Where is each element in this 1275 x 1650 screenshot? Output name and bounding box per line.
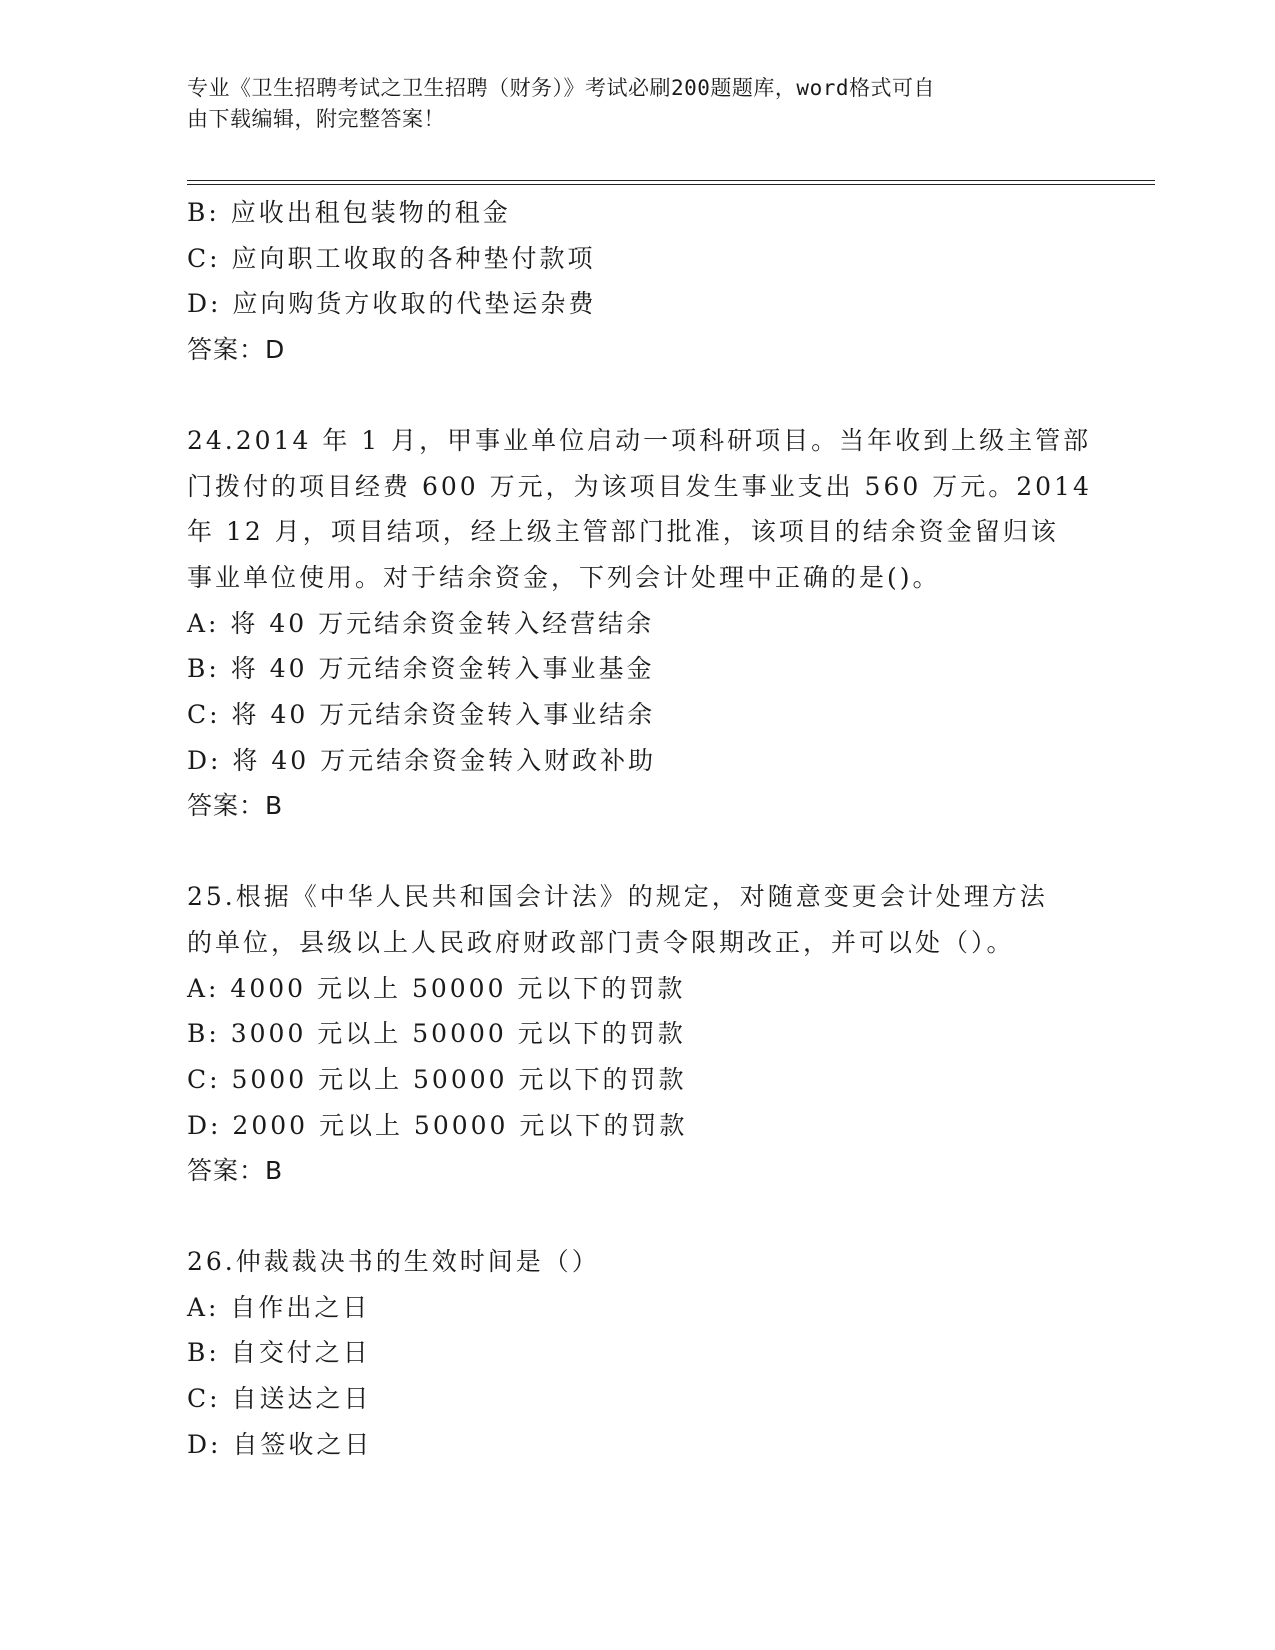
option-a: A: 4000 元以上 50000 元以下的罚款 [187, 973, 686, 1003]
question-block-26 [187, 1239, 1087, 1468]
option-c: C: 自送达之日 [187, 1384, 372, 1414]
option-d: D: 2000 元以上 50000 元以下的罚款 [187, 1110, 688, 1140]
answer-line: 答案：D [187, 335, 286, 365]
spacer [187, 829, 1087, 874]
option-c: C: 将 40 万元结余资金转入事业结余 [187, 700, 656, 730]
question-text-line: 26.仲裁裁决书的生效时间是（） [187, 1247, 600, 1277]
question-text-line: 年 12 月，项目结项，经上级主管部门批准，该项目的结余资金留归该 [187, 517, 1059, 547]
option-b: B: 应收出租包装物的租金 [187, 198, 511, 227]
option-b: B: 将 40 万元结余资金转入事业基金 [187, 654, 655, 684]
question-block-25 [187, 874, 1087, 1194]
question-text-line: 25.根据《中华人民共和国会计法》的规定，对随意变更会计处理方法 [187, 882, 1048, 912]
document-header [187, 73, 1067, 135]
question-text-line: 24.2014 年 1 月，甲事业单位启动一项科研项目。当年收到上级主管部 [187, 425, 1092, 455]
question-block-24 [187, 418, 1092, 829]
question-text-line: 的单位，县级以上人民政府财政部门责令限期改正，并可以处（）。 [187, 927, 1015, 957]
option-b: B: 3000 元以上 50000 元以下的罚款 [187, 1019, 686, 1049]
answer-line: 答案：B [187, 1156, 284, 1186]
header-title-line-1: 专业《卫生招聘考试之卫生招聘（财务）》考试必刷200题题库，word格式可自 [187, 76, 935, 100]
option-d: D: 应向购货方收取的代垫运杂费 [187, 289, 597, 319]
header-divider [187, 180, 1155, 185]
option-d: D: 将 40 万元结余资金转入财政补助 [187, 745, 657, 775]
option-c: C: 应向职工收取的各种垫付款项 [187, 243, 596, 273]
option-c: C: 5000 元以上 50000 元以下的罚款 [187, 1064, 687, 1094]
option-a: A: 自作出之日 [187, 1292, 371, 1322]
question-list [187, 190, 1092, 1468]
header-title-line-2: 由下载编辑，附完整答案！ [187, 107, 445, 131]
question-block-23 [187, 190, 1087, 373]
answer-line: 答案：B [187, 791, 284, 821]
question-text-line: 门拨付的项目经费 600 万元，为该项目发生事业支出 560 万元。2014 [187, 471, 1092, 501]
option-d: D: 自签收之日 [187, 1429, 373, 1459]
question-text-line: 事业单位使用。对于结余资金，下列会计处理中正确的是()。 [187, 562, 941, 592]
spacer [187, 373, 1087, 418]
option-b: B: 自交付之日 [187, 1338, 371, 1368]
spacer [187, 1194, 1087, 1239]
option-a: A: 将 40 万元结余资金转入经营结余 [187, 608, 655, 638]
